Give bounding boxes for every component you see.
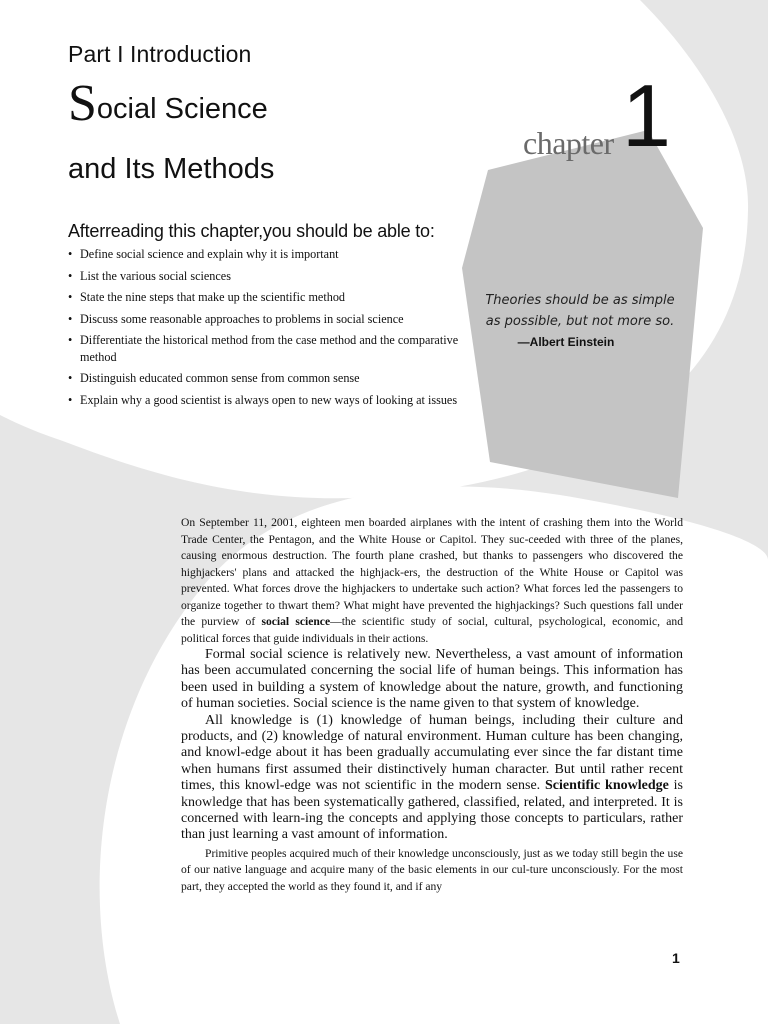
p3-text-a: All knowledge is (1) knowledge of human beings, including their culture and products, and (2) knowledge of natural environment. Human culture has been changing, and knowl-edge about it has been gradually accumulating ever since the far distant time when humans first assumed their distinctively human character. But until rather recent times, this knowl-edge was not scientific in the modern sense.: [181, 712, 683, 794]
term-scientific-knowledge: Scientific knowledge: [545, 778, 669, 794]
chapter-title-line-2: and Its Methods: [68, 153, 275, 185]
chapter-word: chapter: [523, 125, 614, 161]
part-label: Part I Introduction: [68, 41, 252, 67]
body-paragraph-3: [181, 713, 683, 844]
objective-item: • Distinguish educated common sense from common sense: [68, 370, 463, 387]
title-line-1-text: ocial Science: [96, 93, 268, 125]
body-text: [181, 515, 683, 895]
chapter-title-line-1: [68, 75, 268, 132]
epigraph-author: —Albert Einstein: [517, 335, 615, 349]
body-paragraph-2: Formal social science is relatively new. Nevertheless, a vast amount of information has been accumulated concerning the social life of human beings. This information has been used in building a system of knowledge about the nature, growth, and functioning of human societies. Social science is the name given to that system of knowledge.: [181, 647, 683, 712]
chapter-number: 1: [622, 66, 671, 165]
p1-text-a: On September 11, 2001, eighteen men boarded airplanes with the intent of crashing them into the World Trade Center, the Pentagon, and the White House or Capitol. They suc-ceeded with three of the planes, causing enormous destruction. The fourth plane crashed, but thanks to passengers who discovered the highjackers' plans and attacked the highjack-ers, the destruction of the White House or Capitol was prevented. What forces drove the highjackers to undertake such action? What forces led the passengers to organize together to thwart them? What might have prevented the highjackings? Such questions fall under the purview of: [181, 516, 683, 628]
objectives-list: [68, 246, 463, 413]
objective-item: • State the nine steps that make up the scientific method: [68, 289, 463, 306]
objective-item: • Differentiate the historical method from the case method and the comparative method: [68, 332, 463, 365]
objective-item: • Discuss some reasonable approaches to problems in social science: [68, 311, 463, 328]
objective-item: • Explain why a good scientist is always open to new ways of looking at issues: [68, 392, 463, 409]
objective-item: • List the various social sciences: [68, 268, 463, 285]
p3-text-b: is knowledge that has been systematically gathered, classified, related, and interpreted. It is concerned with learn-ing the concepts and applying those concepts to particulars, rather than just learning a vast amount of information.: [181, 778, 683, 843]
term-social-science: social science: [261, 615, 331, 628]
objectives-heading: Afterreading this chapter,you should be able to:: [68, 221, 435, 241]
body-paragraph-1: [181, 515, 683, 647]
p1-text-b: —the scientific study of social, cultural, psychological, economic, and political forces that guide individuals in their actions.: [181, 615, 684, 645]
epigraph-quote: Theories should be as simple as possible, but not more so.: [485, 293, 675, 329]
objective-item: • Define social science and explain why it is important: [68, 246, 463, 263]
title-dropcap: S: [68, 75, 97, 132]
page-number: 1: [672, 950, 680, 966]
body-paragraph-4: Primitive peoples acquired much of their knowledge unconsciously, just as we today still begin the use of our native language and acquire many of the basic elements in our cul-ture unconsciously. For the most part, they accepted the world as they found it, and if any: [181, 846, 683, 893]
